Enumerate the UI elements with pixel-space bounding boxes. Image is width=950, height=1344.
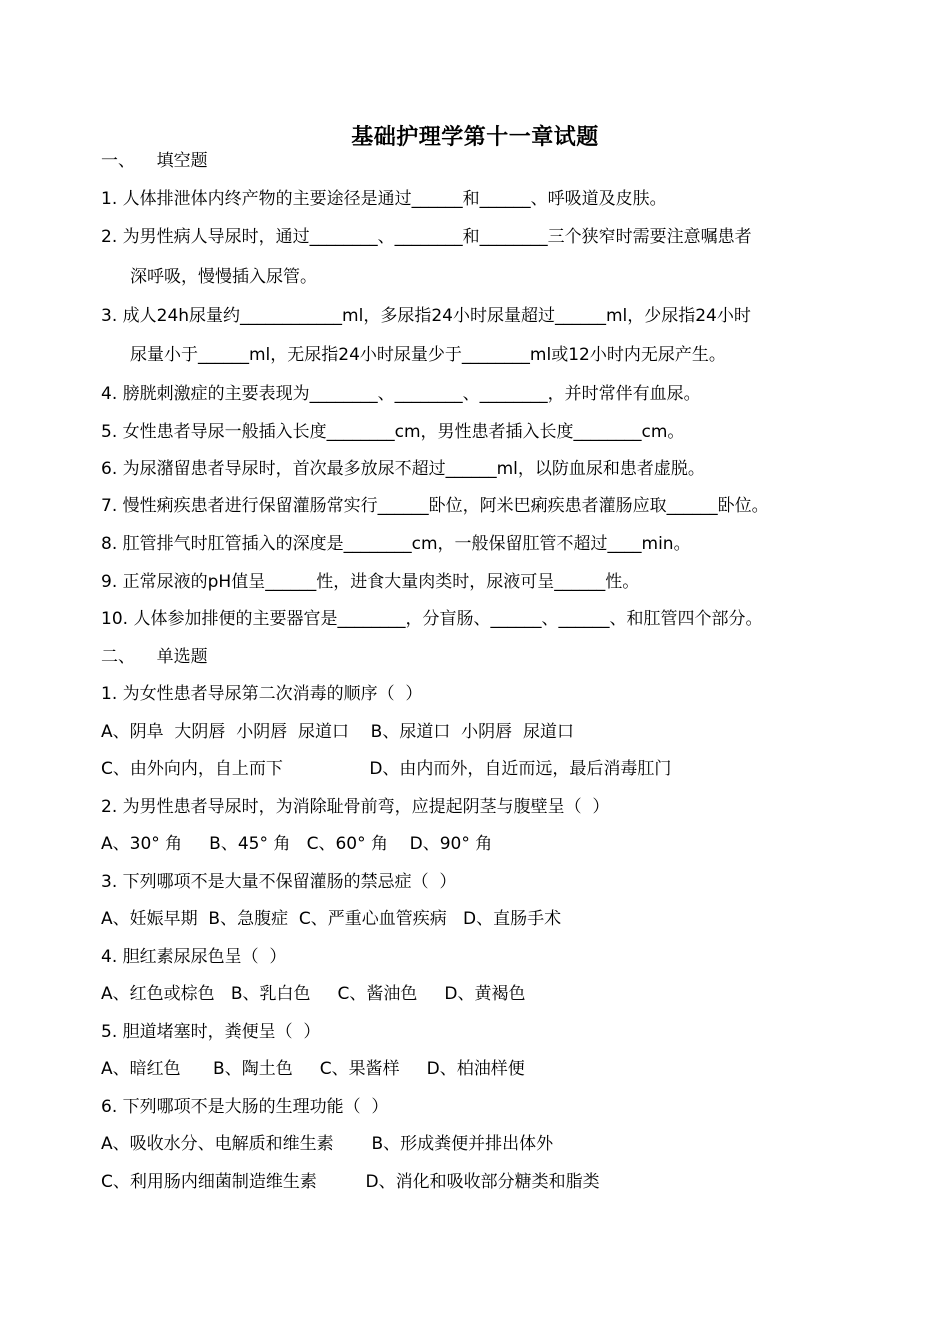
mc-question-5-options: A、暗红色 B、陶土色 C、果酱样 D、柏油样便: [101, 1059, 525, 1079]
fill-question-9: 9. 正常尿液的pH值呈______性，进食大量肉类时，尿液可呈______性。: [101, 572, 640, 592]
mc-question-1: 1. 为女性患者导尿第二次消毒的顺序（ ）: [101, 684, 423, 704]
fill-question-5: 5. 女性患者导尿一般插入长度________cm，男性患者插入长度________cm。: [101, 422, 685, 442]
mc-question-4: 4. 胆红素尿尿色呈（ ）: [101, 947, 287, 967]
fill-question-7: 7. 慢性痢疾患者进行保留灌肠常实行______卧位，阿米巴痢疾患者灌肠应取______卧位。: [101, 496, 769, 516]
page-title: 基础护理学第十一章试题: [351, 124, 599, 150]
mc-question-6-options-cd: C、利用肠内细菌制造维生素 D、消化和吸收部分糖类和脂类: [101, 1172, 600, 1192]
fill-question-1: 1. 人体排泄体内终产物的主要途径是通过______和______、呼吸道及皮肤。: [101, 189, 667, 209]
mc-question-6-options-ab: A、吸收水分、电解质和维生素 B、形成粪便并排出体外: [101, 1134, 554, 1154]
mc-question-5: 5. 胆道堵塞时，粪便呈（ ）: [101, 1022, 321, 1042]
mc-question-3-options: A、妊娠早期 B、急腹症 C、严重心血管疾病 D、直肠手术: [101, 909, 562, 929]
mc-question-1-options-ab: A、阴阜 大阴唇 小阴唇 尿道口 B、尿道口 小阴唇 尿道口: [101, 722, 574, 742]
section-heading-fill-in: 一、 填空题: [101, 151, 208, 171]
fill-question-8: 8. 肛管排气时肛管插入的深度是________cm，一般保留肛管不超过____min。: [101, 534, 691, 554]
section-heading-single-choice: 二、 单选题: [101, 647, 208, 667]
mc-question-1-options-cd: C、由外向内，自上而下 D、由内而外，自近而远，最后消毒肛门: [101, 759, 672, 779]
mc-question-3: 3. 下列哪项不是大量不保留灌肠的禁忌症（ ）: [101, 872, 457, 892]
fill-question-4: 4. 膀胱刺激症的主要表现为________、________、________，并时常伴有血尿。: [101, 384, 701, 404]
fill-question-3: 3. 成人24h尿量约____________ml，多尿指24小时尿量超过______ml，少尿指24小时: [101, 306, 751, 326]
fill-question-3-cont: 尿量小于______ml，无尿指24小时尿量少于________ml或12小时内无尿产生。: [130, 345, 726, 365]
fill-question-2: 2. 为男性病人导尿时，通过________、________和________三个狭窄时需要注意嘱患者: [101, 227, 752, 247]
mc-question-2-options: A、30° 角 B、45° 角 C、60° 角 D、90° 角: [101, 834, 493, 854]
mc-question-6: 6. 下列哪项不是大肠的生理功能（ ）: [101, 1097, 389, 1117]
mc-question-2: 2. 为男性患者导尿时，为消除耻骨前弯，应提起阴茎与腹壁呈（ ）: [101, 797, 610, 817]
fill-question-6: 6. 为尿潴留患者导尿时，首次最多放尿不超过______ml，以防血尿和患者虚脱。: [101, 459, 705, 479]
fill-question-10: 10. 人体参加排便的主要器官是________，分盲肠、______、______、和肛管四个部分。: [101, 609, 763, 629]
fill-question-2-cont: 深呼吸，慢慢插入尿管。: [130, 267, 317, 287]
mc-question-4-options: A、红色或棕色 B、乳白色 C、酱油色 D、黄褐色: [101, 984, 526, 1004]
